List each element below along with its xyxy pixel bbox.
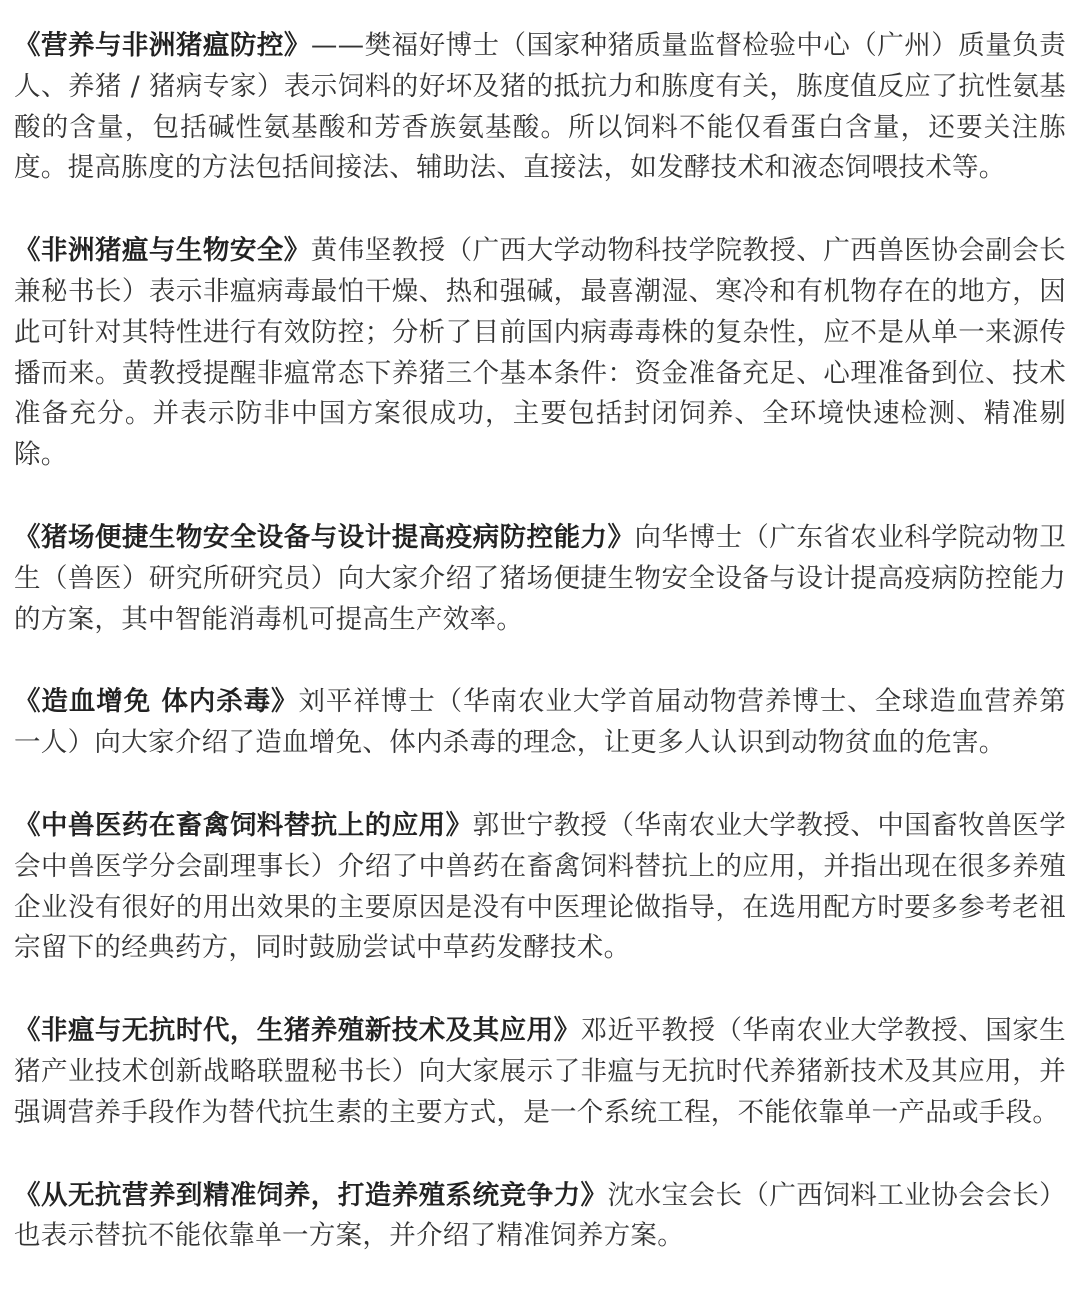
paragraph-text: 邓近平教授（华南农业大学教授、国家生猪产业技术创新战略联盟秘书长）向大家展示了非瘟与无抗时代养猪新技术及其应用，并强调营养手段作为替代抗生素的主要方式，是一个系统工程，不能依靠单一产品或手段。	[14, 1015, 1066, 1128]
paragraph-asf-biosecurity	[14, 231, 1066, 476]
paragraph-title: 《非瘟与无抗时代，生猪养殖新技术及其应用》	[14, 1015, 581, 1047]
paragraph-title: 《从无抗营养到精准饲养，打造养殖系统竞争力》	[14, 1179, 608, 1211]
paragraph-farm-biosecurity-equipment	[14, 518, 1066, 640]
paragraph-precision-feeding	[14, 1176, 1066, 1258]
paragraph-text: 刘平祥博士（华南农业大学首届动物营养博士、全球造血营养第一人）向大家介绍了造血增免、体内杀毒的理念，让更多人认识到动物贫血的危害。	[14, 686, 1066, 759]
paragraph-text: 沈水宝会长（广西饲料工业协会会长）也表示替抗不能依靠单一方案，并介绍了精准饲养方案。	[14, 1179, 1066, 1252]
paragraph-nutrition-asf	[14, 26, 1066, 189]
paragraph-tcvm-feed	[14, 806, 1066, 969]
paragraph-text: 黄伟坚教授（广西大学动物科技学院教授、广西兽医协会副会长兼秘书长）表示非瘟病毒最怕干燥、热和强碱，最喜潮湿、寒冷和有机物存在的地方，因此可针对其特性进行有效防控；分析了目前国内病毒毒株的复杂性，应不是从单一来源传播而来。黄教授提醒非瘟常态下养猪三个基本条件：资金准备充足、心理准备到位、技术准备充分。并表示防非中国方案很成功，主要包括封闭饲养、全环境快速检测、精准剔除。	[14, 235, 1066, 471]
paragraph-text: ——樊福好博士（国家种猪质量监督检验中心（广州）质量负责人、养猪 / 猪病专家）表示饲料的好坏及猪的抵抗力和胨度有关，胨度值反应了抗性氨基酸的含量，包括碱性氨基酸和芳香族氨基酸。所以饲料不能仅看蛋白含量，还要关注胨度。提高胨度的方法包括间接法、辅助法、直接法，如发酵技术和液态饲喂技术等。	[14, 30, 1066, 184]
paragraph-antibiotic-free-era	[14, 1011, 1066, 1133]
article-body	[14, 26, 1066, 1257]
paragraph-hematopoiesis	[14, 682, 1066, 764]
paragraph-title: 《造血增免 体内杀毒》	[14, 686, 299, 718]
paragraph-title: 《猪场便捷生物安全设备与设计提高疫病防控能力》	[14, 521, 635, 553]
paragraph-title: 《非洲猪瘟与生物安全》	[14, 235, 311, 267]
paragraph-title: 《营养与非洲猪瘟防控》	[14, 30, 311, 61]
paragraph-text: 郭世宁教授（华南农业大学教授、中国畜牧兽医学会中兽医学分会副理事长）介绍了中兽药在畜禽饲料替抗上的应用，并指出现在很多养殖企业没有很好的用出效果的主要原因是没有中医理论做指导，在选用配方时要多参考老祖宗留下的经典药方，同时鼓励尝试中草药发酵技术。	[14, 809, 1066, 964]
paragraph-title: 《中兽医药在畜禽饲料替抗上的应用》	[14, 809, 473, 841]
paragraph-text: 向华博士（广东省农业科学院动物卫生（兽医）研究所研究员）向大家介绍了猪场便捷生物安全设备与设计提高疫病防控能力的方案，其中智能消毒机可提高生产效率。	[14, 521, 1066, 635]
